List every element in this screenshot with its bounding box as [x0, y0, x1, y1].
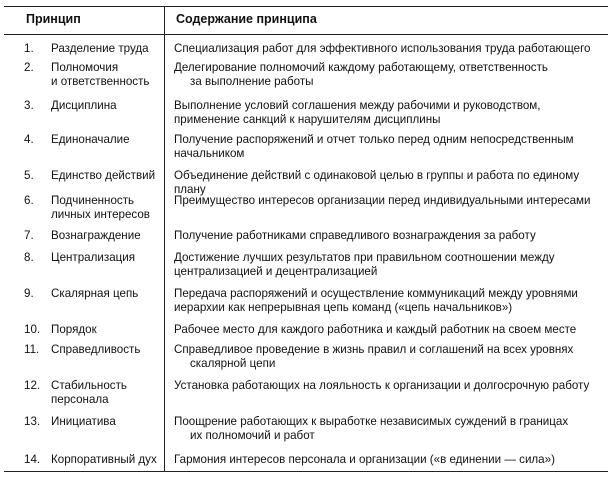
principle-name: Подчиненность личных интересов	[51, 194, 150, 221]
principle-name: Стабильность персонала	[51, 379, 127, 406]
principle-description: Объединение действий с одинаковой целью в группы и работа по единому плану	[174, 169, 580, 196]
row-number: 10.	[24, 323, 41, 336]
principle-name: Разделение труда	[51, 42, 149, 55]
principle-description: Выполнение условий соглашения между рабочими и руководством, применение санкций к нарушителям дисциплины	[174, 99, 541, 126]
principle-description: Достижение лучших результатов при правильном соотношении между централизацией и децентрализацией	[174, 251, 555, 278]
principle-description: Рабочее место для каждого работника и каждый работник на своем месте	[174, 323, 577, 336]
principle-description: Установка работающих на лояльность к организации и долгосрочную работу	[174, 379, 590, 392]
row-number: 1.	[24, 42, 34, 55]
principle-name: Корпоративный дух	[51, 453, 157, 466]
principle-description: Делегирование полномочий каждому работающему, ответственность за выполнение работы	[174, 61, 548, 88]
principle-description: Передача распоряжений и осуществление коммуникаций между уровнями иерархии как непрерывная цепь команд («цепь начальников»)	[174, 287, 578, 314]
principle-name: Инициатива	[51, 415, 116, 428]
principle-name: Единство действий	[51, 169, 156, 182]
row-number: 7.	[24, 229, 34, 242]
row-number: 4.	[24, 133, 34, 146]
principle-name: Порядок	[51, 323, 97, 336]
principle-name: Скалярная цепь	[51, 287, 139, 300]
principle-name: Вознаграждение	[51, 229, 141, 242]
principle-name: Дисциплина	[51, 99, 117, 112]
column-divider	[164, 7, 165, 471]
row-number: 3.	[24, 99, 34, 112]
principle-name: Полномочия и ответственность	[51, 61, 150, 88]
principle-description: Получение работниками справедливого вознаграждения за работу	[174, 229, 536, 242]
principle-description: Преимущество интересов организации перед индивидуальными интересами	[174, 194, 591, 207]
row-number: 6.	[24, 194, 34, 207]
row-number: 8.	[24, 251, 34, 264]
row-number: 12.	[24, 379, 41, 392]
principle-name: Справедливость	[51, 343, 141, 356]
row-number: 5.	[24, 169, 34, 182]
principles-table	[4, 6, 608, 472]
row-number: 2.	[24, 61, 34, 74]
row-number: 13.	[24, 415, 41, 428]
row-number: 14.	[24, 453, 41, 466]
row-number: 9.	[24, 287, 34, 300]
principle-name: Единоначалие	[51, 133, 130, 146]
header-divider	[4, 34, 608, 35]
row-number: 11.	[24, 343, 40, 356]
principle-description: Получение распоряжений и отчет только перед одним непосредственным начальником	[174, 133, 574, 160]
header-content: Содержание принципа	[176, 12, 317, 26]
principle-name: Централизация	[51, 251, 136, 264]
principle-description: Поощрение работающих к выработке независимых суждений в границах их полномочий и работ	[174, 415, 569, 442]
principle-description: Гармония интересов персонала и организации («в единении — сила»)	[174, 453, 555, 466]
header-principle: Принцип	[26, 12, 81, 26]
principle-description: Справедливое проведение в жизнь правил и соглашений на всех уровнях скалярной цепи	[174, 343, 574, 370]
principle-description: Специализация работ для эффективного использования труда работающего	[174, 42, 591, 55]
